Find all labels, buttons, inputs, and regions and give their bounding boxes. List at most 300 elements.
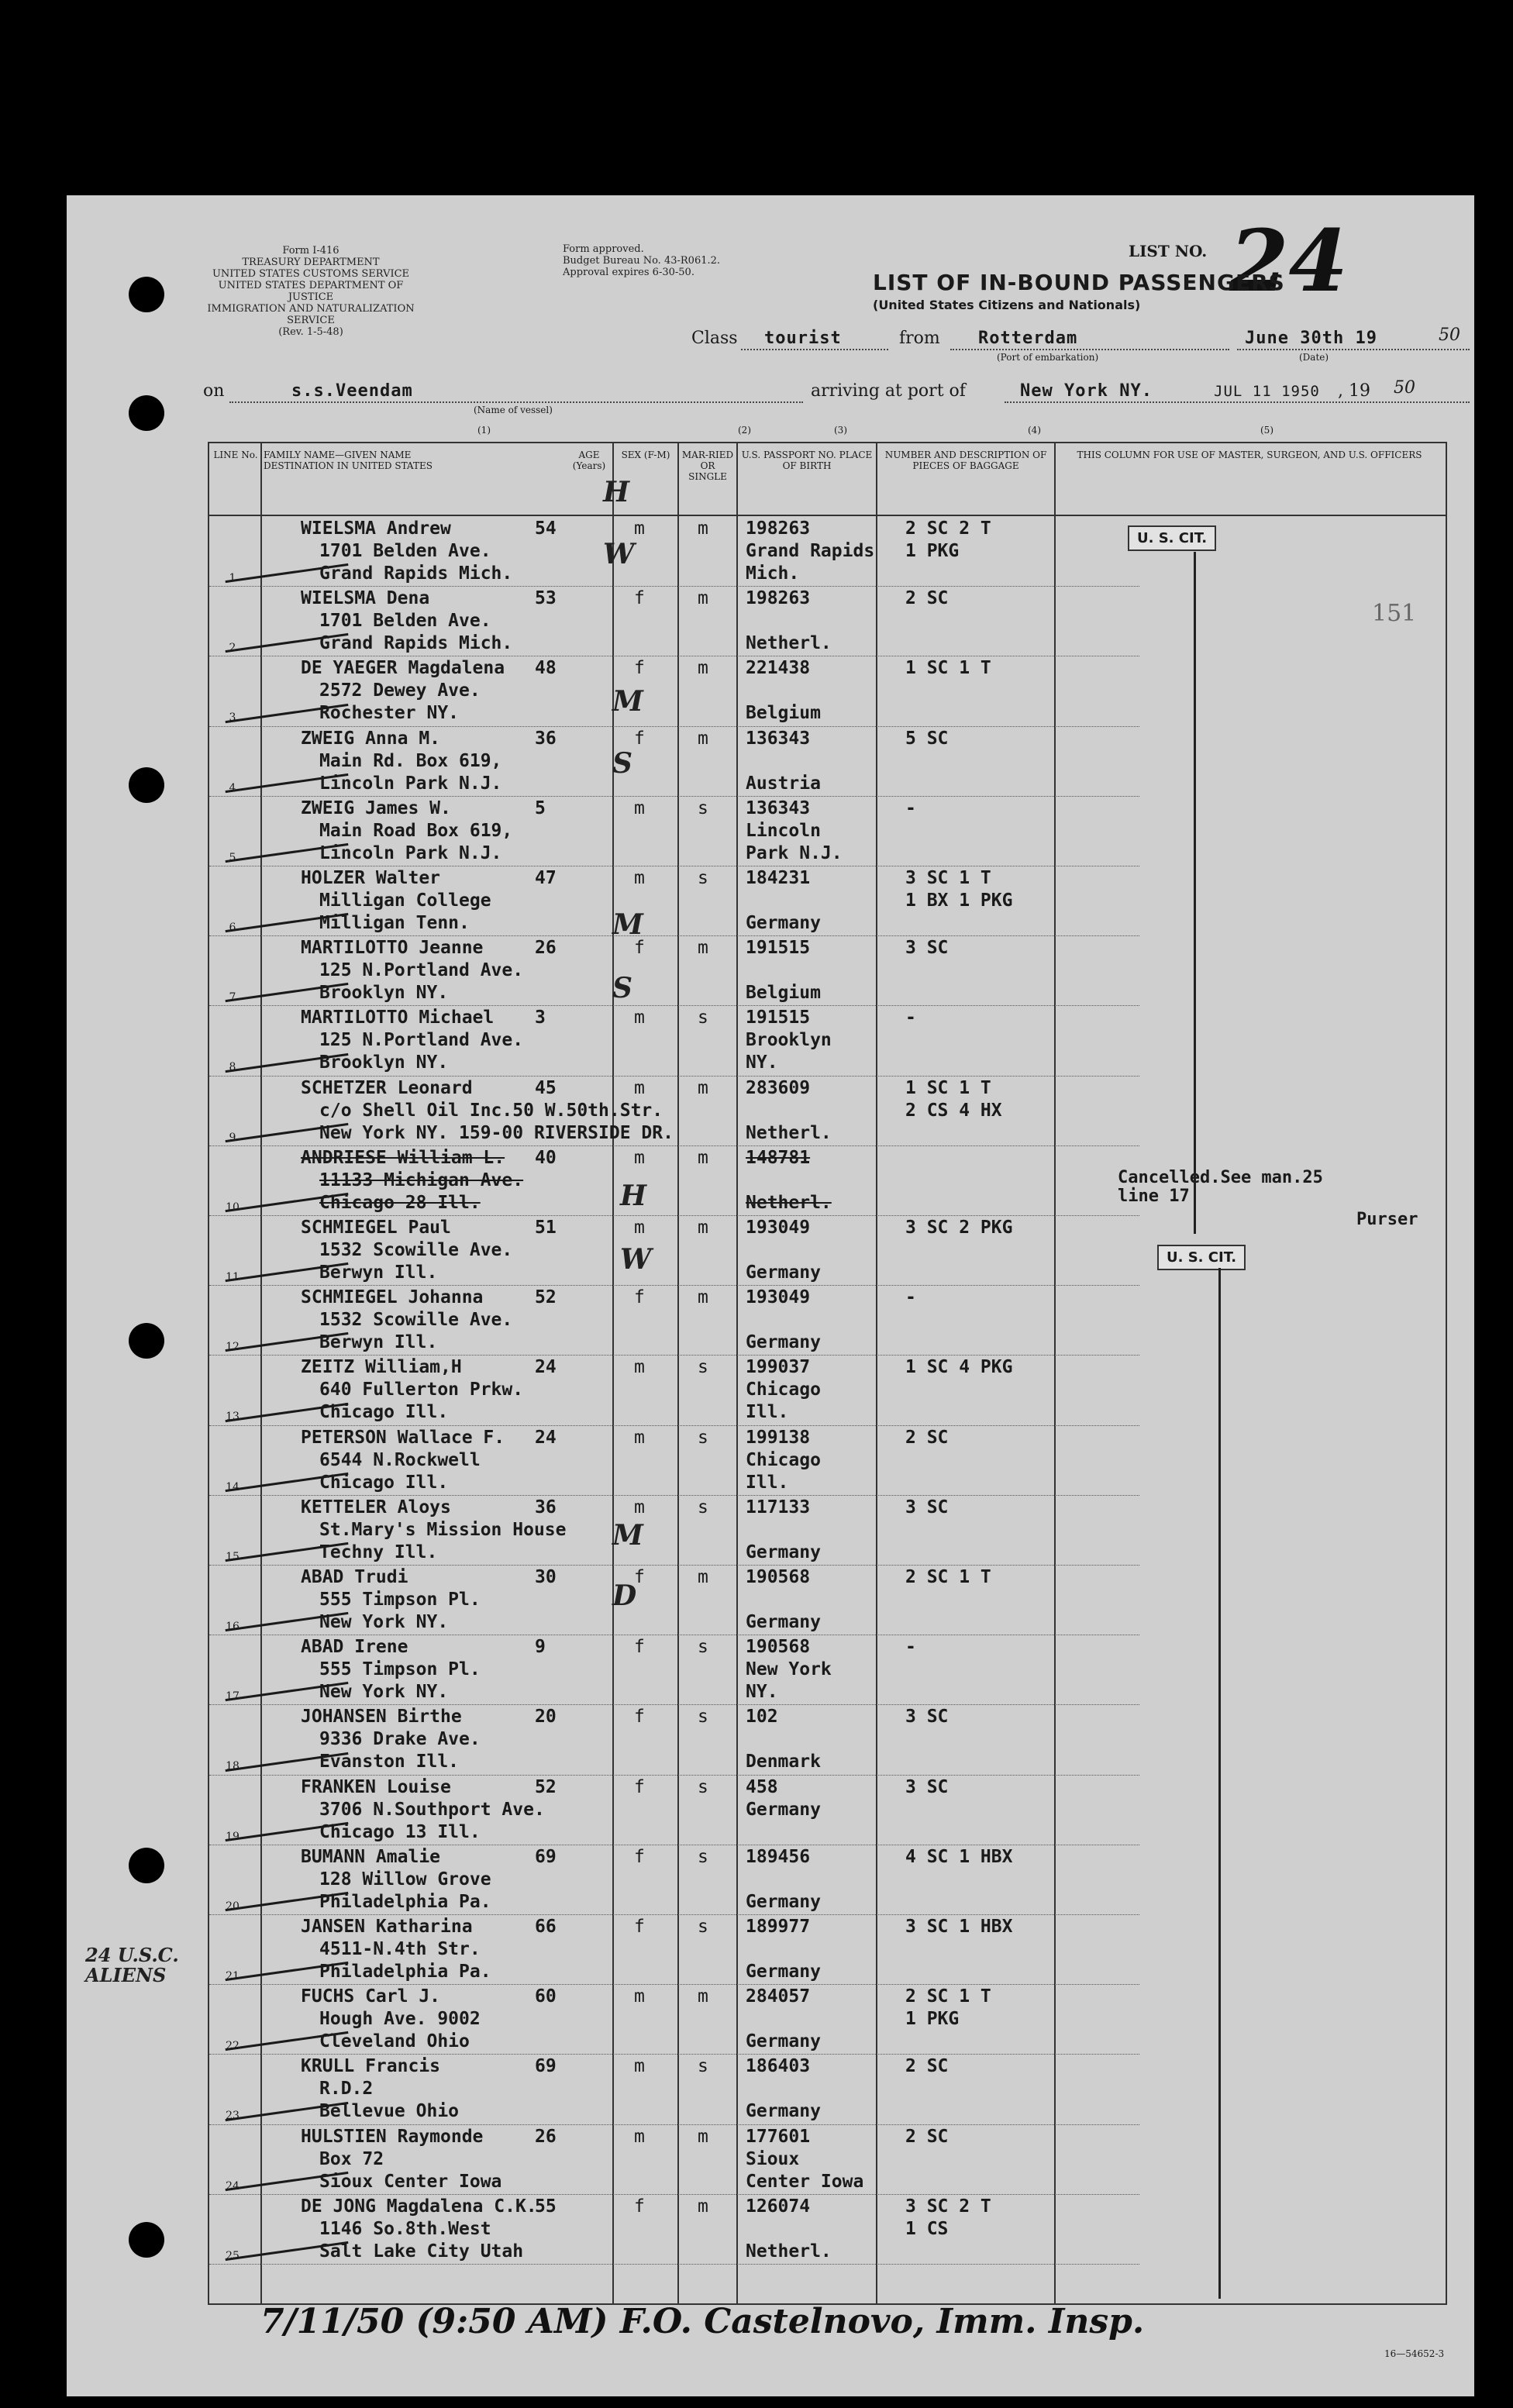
baggage-line: 1 PKG xyxy=(905,541,960,561)
passenger-name: HULSTIEN Raymonde xyxy=(301,2126,484,2147)
birthplace-line: Chicago xyxy=(746,1449,821,1470)
baggage-line: 2 SC xyxy=(905,1427,949,1448)
table-row xyxy=(209,1287,1139,1356)
sex-cell: m xyxy=(634,1077,645,1098)
address-line: 3706 N.Southport Ave. xyxy=(319,1799,545,1820)
table-row xyxy=(209,657,1139,727)
address-line: 6544 N.Rockwell xyxy=(319,1449,481,1470)
sex-cell: f xyxy=(634,1637,645,1658)
age-cell: 40 xyxy=(535,1147,557,1168)
row-divider xyxy=(209,586,1139,587)
address-line: 11133 Michigan Ave. xyxy=(319,1170,524,1190)
from-label: from xyxy=(899,329,940,348)
table-row xyxy=(209,518,1139,587)
marital-cell: s xyxy=(698,1637,708,1658)
budget-bureau: Budget Bureau No. 43-R061.2. xyxy=(563,255,721,267)
passenger-name: WIELSMA Dena xyxy=(301,588,430,609)
cancelled-note xyxy=(1118,1169,1323,1206)
form-number: Form I-416 xyxy=(282,245,339,257)
line-number: 1 xyxy=(229,572,236,584)
table-row xyxy=(209,1217,1139,1287)
table-row xyxy=(209,1007,1139,1077)
vessel-name: s.s.Veendam xyxy=(291,381,413,401)
birthplace-line: Sioux xyxy=(746,2148,800,2169)
marital-cell: s xyxy=(698,1776,708,1797)
table-row xyxy=(209,1986,1139,2055)
sex-cell: m xyxy=(634,1008,645,1028)
row-divider xyxy=(209,1215,1139,1216)
line-number: 20 xyxy=(226,1900,240,1913)
binder-hole xyxy=(129,277,164,312)
baggage-line: 1 SC 1 T xyxy=(905,658,991,679)
birthplace-line: Park N.J. xyxy=(746,842,843,863)
line-number: 12 xyxy=(226,1341,240,1354)
baggage-line: 4 SC 1 HBX xyxy=(905,1846,1013,1867)
birthplace-line: Denmark xyxy=(746,1752,821,1772)
row-divider xyxy=(209,1285,1139,1286)
passport-number: 193049 xyxy=(746,1218,811,1238)
passport-number: 148781 xyxy=(746,1147,811,1168)
row-divider xyxy=(209,796,1139,797)
line-number: 18 xyxy=(226,1760,240,1773)
passenger-name: SCHETZER Leonard xyxy=(301,1077,473,1098)
page-subtitle: (United States Citizens and Nationals) xyxy=(873,298,1141,312)
city-line: Evanston Ill. xyxy=(319,1752,460,1772)
passport-number: 221438 xyxy=(746,658,811,679)
baggage-line: 3 SC xyxy=(905,1776,949,1797)
line-number: 6 xyxy=(229,922,236,934)
form-header-mid xyxy=(563,243,811,278)
sex-cell: m xyxy=(634,797,645,818)
passport-number: 190568 xyxy=(746,1637,811,1658)
baggage-line: 2 SC xyxy=(905,2126,949,2147)
birthplace-line: Brooklyn xyxy=(746,1030,832,1051)
table-row xyxy=(209,1636,1139,1706)
birthplace-line: NY. xyxy=(746,1682,778,1703)
line-number: 5 xyxy=(229,851,236,864)
arrival-date-stamp: JUL 11 1950 xyxy=(1214,383,1320,400)
line-number: 15 xyxy=(226,1550,240,1563)
margin-note: 24 U.S.C. ALIENS xyxy=(85,1944,179,1986)
birthplace-line: New York xyxy=(746,1659,832,1680)
city-line: Chicago Ill. xyxy=(319,1472,449,1493)
form-approved: Form approved. xyxy=(563,243,644,255)
birthplace-line: Germany xyxy=(746,1799,821,1820)
marital-cell: m xyxy=(698,1218,708,1238)
passport-number: 102 xyxy=(746,1707,778,1728)
birthplace-line: Ill. xyxy=(746,1402,789,1423)
marital-cell: s xyxy=(698,1846,708,1867)
line-number: 22 xyxy=(226,2040,240,2053)
passenger-name: SCHMIEGEL Paul xyxy=(301,1218,451,1238)
city-line: Chicago Ill. xyxy=(319,1402,449,1423)
birthplace-line: Netherl. xyxy=(746,1192,832,1213)
passport-number: 189456 xyxy=(746,1846,811,1867)
table-row xyxy=(209,937,1139,1007)
address-line: 1532 Scowille Ave. xyxy=(319,1310,513,1331)
family-mark: D xyxy=(612,1579,637,1612)
baggage-line: - xyxy=(905,1287,916,1308)
line-number: 23 xyxy=(226,2110,240,2123)
passport-number: 117133 xyxy=(746,1497,811,1517)
sex-cell: f xyxy=(634,2196,645,2217)
sex-cell: m xyxy=(634,1427,645,1448)
address-line: 9336 Drake Ave. xyxy=(319,1729,481,1750)
city-line: Sioux Center Iowa xyxy=(319,2171,502,2192)
birthplace-line: Ill. xyxy=(746,1472,789,1493)
family-mark: W xyxy=(620,1243,652,1276)
city-line: Rochester NY. xyxy=(319,703,460,724)
baggage-line: 3 SC 2 PKG xyxy=(905,1218,1013,1238)
baggage-line: 1 BX 1 PKG xyxy=(905,891,1013,911)
form-header-left xyxy=(206,245,415,338)
passenger-name: KETTELER Aloys xyxy=(301,1497,451,1517)
baggage-line: 3 SC xyxy=(905,1497,949,1517)
list-number: 24 xyxy=(1229,211,1349,311)
city-line: Brooklyn NY. xyxy=(319,983,449,1004)
passenger-name: MARTILOTTO Jeanne xyxy=(301,938,484,959)
row-divider xyxy=(209,2124,1139,2125)
marital-cell: m xyxy=(698,1077,708,1098)
class-underline xyxy=(741,349,888,350)
address-line: 1701 Belden Ave. xyxy=(319,541,491,561)
birthplace-line: Germany xyxy=(746,1612,821,1632)
passenger-name: JANSEN Katharina xyxy=(301,1917,473,1937)
address-line: Main Road Box 619, xyxy=(319,820,513,841)
birthplace-line: Grand Rapids xyxy=(746,541,875,561)
birthplace-line: Germany xyxy=(746,1263,821,1283)
arrival-year: 50 xyxy=(1394,378,1415,398)
age-cell: 26 xyxy=(535,938,557,959)
class-label: Class xyxy=(691,329,738,348)
passenger-name: ZEITZ William,H xyxy=(301,1357,462,1378)
footer-code: 16—54652-3 xyxy=(1384,2348,1445,2359)
list-no-label: LIST NO. xyxy=(1129,242,1208,260)
passenger-name: JOHANSEN Birthe xyxy=(301,1707,462,1728)
purser-label: Purser xyxy=(1356,1210,1418,1229)
age-cell: 60 xyxy=(535,1986,557,2007)
arrival-port: New York NY. xyxy=(1020,381,1153,401)
vessel-underline xyxy=(229,401,803,403)
city-line: Berwyn Ill. xyxy=(319,1263,438,1283)
marital-cell: m xyxy=(698,1986,708,2007)
age-cell: 69 xyxy=(535,2056,557,2077)
birthplace-line: Germany xyxy=(746,2031,821,2052)
address-line: 640 Fullerton Prkw. xyxy=(319,1380,524,1400)
address-line: 125 N.Portland Ave. xyxy=(319,960,524,981)
passenger-name: DE JONG Magdalena C.K. xyxy=(301,2196,537,2217)
sex-cell: f xyxy=(634,1287,645,1308)
address-line: Milligan College xyxy=(319,891,491,911)
us-citizen-stamp: U. S. CIT. xyxy=(1157,1245,1246,1270)
address-line: St.Mary's Mission House xyxy=(319,1519,567,1540)
marital-cell: m xyxy=(698,2196,708,2217)
birthplace-line: Germany xyxy=(746,1542,821,1562)
marital-cell: s xyxy=(698,1917,708,1937)
baggage-line: 2 CS 4 HX xyxy=(905,1100,1002,1121)
line-number: 9 xyxy=(229,1131,236,1144)
sex-cell: m xyxy=(634,1357,645,1378)
line-number: 3 xyxy=(229,711,236,725)
cancelled-note-line: line 17 xyxy=(1118,1187,1190,1206)
officer-vertical-line xyxy=(1194,552,1196,1234)
age-cell: 47 xyxy=(535,868,557,888)
table-row xyxy=(209,1706,1139,1776)
sex-cell: m xyxy=(634,2126,645,2147)
line-number: 7 xyxy=(229,991,236,1004)
marital-cell: m xyxy=(698,1567,708,1587)
table-row xyxy=(209,1566,1139,1636)
passenger-name: BUMANN Amalie xyxy=(301,1846,441,1867)
age-cell: 66 xyxy=(535,1917,557,1937)
table-row xyxy=(209,1916,1139,1986)
sex-cell: f xyxy=(634,1917,645,1937)
class-value: tourist xyxy=(764,329,842,348)
passport-number: 190568 xyxy=(746,1567,811,1587)
passenger-name: ZWEIG Anna M. xyxy=(301,728,441,749)
birthplace-line: Belgium xyxy=(746,983,821,1004)
baggage-line: 2 SC 2 T xyxy=(905,518,991,539)
sex-cell: m xyxy=(634,1218,645,1238)
birthplace-line: Austria xyxy=(746,773,821,794)
page-title: LIST OF IN-BOUND PASSENGERS xyxy=(873,270,1285,295)
birthplace-line: Germany xyxy=(746,1332,821,1353)
row-divider xyxy=(209,1775,1139,1776)
form-revision: (Rev. 1-5-48) xyxy=(278,326,343,338)
arrival-year-prefix: , 19 xyxy=(1338,381,1370,401)
passport-number: 126074 xyxy=(746,2196,811,2217)
col-header-married: MAR-RIED OR SINGLE xyxy=(681,450,734,482)
marital-cell: s xyxy=(698,797,708,818)
city-line: Grand Rapids Mich. xyxy=(319,633,513,654)
age-cell: 24 xyxy=(535,1427,557,1448)
baggage-line: 3 SC xyxy=(905,1707,949,1728)
passenger-table xyxy=(208,442,1447,2305)
table-row xyxy=(209,1356,1139,1426)
binder-hole xyxy=(129,1848,164,1883)
officer-vertical-line xyxy=(1218,1268,1221,2299)
city-line: Philadelphia Pa. xyxy=(319,1891,491,1912)
age-cell: 36 xyxy=(535,728,557,749)
line-number: 14 xyxy=(226,1480,240,1493)
marital-cell: m xyxy=(698,1287,708,1308)
birthplace-line: Netherl. xyxy=(746,2241,832,2262)
baggage-line: - xyxy=(905,797,916,818)
line-number: 2 xyxy=(229,642,236,655)
sex-cell: m xyxy=(634,1986,645,2007)
embark-port-value: Rotterdam xyxy=(978,329,1078,348)
passenger-name: MARTILOTTO Michael xyxy=(301,1008,495,1028)
row-divider xyxy=(209,1076,1139,1077)
birthplace-line: Chicago xyxy=(746,1380,821,1400)
passport-number: 283609 xyxy=(746,1077,811,1098)
address-line: Box 72 xyxy=(319,2148,384,2169)
family-mark: M xyxy=(612,685,643,718)
from-underline xyxy=(950,349,1229,350)
city-line: Philadelphia Pa. xyxy=(319,1962,491,1982)
cancelled-note-text: Cancelled.See man.25 xyxy=(1118,1168,1323,1187)
sex-cell: f xyxy=(634,588,645,609)
table-row xyxy=(209,2126,1139,2196)
col-header-baggage: NUMBER AND DESCRIPTION OF PIECES OF BAGGAGE xyxy=(884,450,1047,471)
passport-number: 136343 xyxy=(746,797,811,818)
passport-number: 198263 xyxy=(746,518,811,539)
approval-expires: Approval expires 6-30-50. xyxy=(563,267,694,278)
city-line: New York NY. xyxy=(319,1682,449,1703)
passenger-name: SCHMIEGEL Johanna xyxy=(301,1287,484,1308)
sex-cell: m xyxy=(634,868,645,888)
binder-hole xyxy=(129,1323,164,1359)
baggage-line: 1 SC 4 PKG xyxy=(905,1357,1013,1378)
table-row xyxy=(209,728,1139,797)
line-number: 13 xyxy=(226,1411,240,1424)
inspector-signature: 7/11/50 (9:50 AM) F.O. Castelnovo, Imm. Insp. xyxy=(260,2302,1145,2341)
passport-number: 136343 xyxy=(746,728,811,749)
address-line: 4511-N.4th Str. xyxy=(319,1939,481,1959)
address-line: 1532 Scowille Ave. xyxy=(319,1240,513,1260)
line-number: 19 xyxy=(226,1830,240,1843)
sex-cell: m xyxy=(634,518,645,539)
age-cell: 45 xyxy=(535,1077,557,1098)
passport-number: 199037 xyxy=(746,1357,811,1378)
address-line: 1146 So.8th.West xyxy=(319,2218,491,2239)
reference-number: 151 xyxy=(1372,600,1417,627)
marital-cell: m xyxy=(698,938,708,959)
baggage-line: 3 SC 1 HBX xyxy=(905,1917,1013,1937)
line-number: 8 xyxy=(229,1061,236,1074)
city-line: Lincoln Park N.J. xyxy=(319,773,502,794)
col-number: (4) xyxy=(1028,425,1041,436)
col-header-age: AGE (Years) xyxy=(572,450,606,471)
passport-number: 177601 xyxy=(746,2126,811,2147)
binder-hole xyxy=(129,395,164,431)
row-divider xyxy=(209,935,1139,936)
col-number: (1) xyxy=(477,425,491,436)
address-line: c/o Shell Oil Inc.50 W.50th.Str. xyxy=(319,1100,663,1121)
marital-cell: s xyxy=(698,868,708,888)
birthplace-line: Lincoln xyxy=(746,820,821,841)
age-cell: 52 xyxy=(535,1776,557,1797)
family-mark: M xyxy=(612,1519,643,1552)
marital-cell: s xyxy=(698,1427,708,1448)
birthplace-line: Netherl. xyxy=(746,1122,832,1143)
address-line: Main Rd. Box 619, xyxy=(319,750,502,771)
passenger-name: FUCHS Carl J. xyxy=(301,1986,441,2007)
date-year: 50 xyxy=(1439,326,1460,345)
table-row xyxy=(209,1846,1139,1916)
marital-cell: m xyxy=(698,518,708,539)
city-line: New York NY. xyxy=(319,1612,449,1632)
sex-cell: f xyxy=(634,1567,645,1587)
baggage-line: - xyxy=(905,1637,916,1658)
port-underline xyxy=(1005,401,1470,403)
family-mark: S xyxy=(612,747,632,780)
row-divider xyxy=(209,1984,1139,1985)
col-header-name: FAMILY NAME—GIVEN NAME DESTINATION IN UNITED STATES xyxy=(264,450,433,471)
sex-cell: m xyxy=(634,1147,645,1168)
age-cell: 30 xyxy=(535,1567,557,1587)
binder-hole xyxy=(129,2222,164,2258)
city-line: Chicago 13 Ill. xyxy=(319,1821,481,1842)
family-mark: S xyxy=(612,972,632,1004)
baggage-line: 2 SC 1 T xyxy=(905,1986,991,2007)
row-divider xyxy=(209,2264,1139,2265)
table-row xyxy=(209,1427,1139,1497)
row-divider xyxy=(209,1914,1139,1915)
us-citizen-stamp: U. S. CIT. xyxy=(1128,525,1216,551)
address-line: 555 Timpson Pl. xyxy=(319,1590,481,1610)
line-number: 10 xyxy=(226,1201,240,1214)
passenger-name: ABAD Trudi xyxy=(301,1567,408,1587)
passenger-name: PETERSON Wallace F. xyxy=(301,1427,505,1448)
line-number: 4 xyxy=(229,781,236,794)
manifest-page xyxy=(67,195,1474,2396)
age-cell: 54 xyxy=(535,518,557,539)
family-mark: H xyxy=(620,1180,647,1212)
table-row xyxy=(209,867,1139,941)
baggage-line: 1 SC 1 T xyxy=(905,1077,991,1098)
address-line: R.D.2 xyxy=(319,2079,374,2100)
date-value: June 30th 19 xyxy=(1245,329,1377,348)
passenger-name: KRULL Francis xyxy=(301,2056,441,2077)
family-mark: M xyxy=(612,908,643,941)
address-line: 1701 Belden Ave. xyxy=(319,611,491,632)
sex-cell: f xyxy=(634,658,645,679)
age-cell: 24 xyxy=(535,1357,557,1378)
passport-number: 198263 xyxy=(746,588,811,609)
passenger-name: HOLZER Walter xyxy=(301,868,441,888)
date-caption: (Date) xyxy=(1299,352,1329,363)
ins-service: IMMIGRATION AND NATURALIZATION SERVICE xyxy=(207,303,415,326)
baggage-line: 2 SC xyxy=(905,2056,949,2077)
marital-cell: s xyxy=(698,1707,708,1728)
marital-cell: m xyxy=(698,588,708,609)
row-divider xyxy=(209,726,1139,727)
address-line: 555 Timpson Pl. xyxy=(319,1659,481,1680)
passport-number: 189977 xyxy=(746,1917,811,1937)
marital-cell: m xyxy=(698,658,708,679)
baggage-line: 1 PKG xyxy=(905,2009,960,2030)
sex-cell: m xyxy=(634,2056,645,2077)
passport-number: 199138 xyxy=(746,1427,811,1448)
age-cell: 3 xyxy=(535,1008,546,1028)
sex-cell: f xyxy=(634,938,645,959)
age-cell: 26 xyxy=(535,2126,557,2147)
col-number: (2) xyxy=(738,425,751,436)
age-cell: 20 xyxy=(535,1707,557,1728)
birthplace-line: Netherl. xyxy=(746,633,832,654)
table-row xyxy=(209,2055,1139,2125)
age-cell: 51 xyxy=(535,1218,557,1238)
row-divider xyxy=(209,1355,1139,1356)
address-line: Hough Ave. 9002 xyxy=(319,2009,481,2030)
col-number: (3) xyxy=(834,425,847,436)
row-divider xyxy=(209,1704,1139,1705)
city-line: Salt Lake City Utah xyxy=(319,2241,524,2262)
age-cell: 36 xyxy=(535,1497,557,1517)
baggage-line: - xyxy=(905,1008,916,1028)
marital-cell: s xyxy=(698,2056,708,2077)
table-row xyxy=(209,1147,1139,1217)
birthplace-line: Mich. xyxy=(746,563,800,584)
justice-dept: UNITED STATES DEPARTMENT OF JUSTICE xyxy=(218,280,404,303)
baggage-line: 1 CS xyxy=(905,2218,949,2239)
address-line: 125 N.Portland Ave. xyxy=(319,1030,524,1051)
table-row xyxy=(209,1497,1139,1566)
table-row xyxy=(209,587,1139,657)
date-underline xyxy=(1237,349,1470,350)
header-divider xyxy=(209,515,1446,516)
